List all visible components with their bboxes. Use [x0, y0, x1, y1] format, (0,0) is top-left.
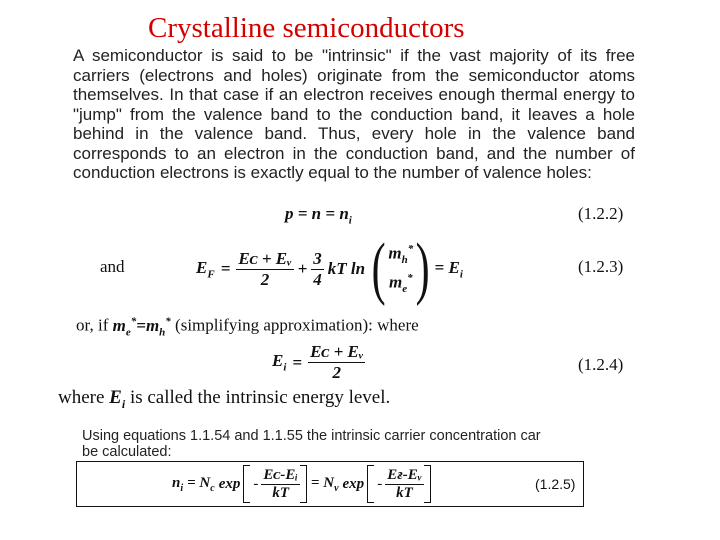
approximation-line: or, if $m_e^*=m_h^*$ (simplifying approximation): where [76, 315, 419, 339]
equation-1-2-4: $E_i$ = $\frac{\text{Eᴄ + Eᵥ}}{2}$ [272, 342, 364, 382]
paragraph-line: conduction electrons is exactly equal to the number of valence holes: [73, 163, 592, 182]
eq124-fraction: $\frac{\text{Eᴄ + Eᵥ}}{2}$ [310, 342, 364, 382]
paragraph-line: corresponds to an electron in the conduction band, and the number of [73, 143, 635, 163]
using-equations-line-2: be calculated: [82, 444, 172, 460]
intro-paragraph [73, 46, 635, 183]
eq123-mass-ratio: $m_h^*$ $m_e^*$ [388, 242, 414, 296]
and-label: and [100, 257, 125, 276]
equation-1-2-2 [285, 204, 352, 226]
eq123-rhs: = $E_i$ [434, 257, 463, 281]
equation-1-2-5: $n_i$ = $N_c$ exp - $\frac{\text{Eᴄ-Eᵢ}}{kT}$ = $N_v$ exp - $\frac{\text{Eғ-Eᵥ}}{kT}$ [172, 463, 431, 505]
paragraph-line: behind in the valence band. Thus, every hole in the valence band [73, 124, 635, 143]
equation-number-1-2-2: (1.2.2) [578, 204, 624, 223]
intrinsic-level-line: where $E_i$ is called the intrinsic energy level. [58, 387, 391, 411]
eq123-coefficient: $\frac{3}{4}$ [313, 248, 322, 289]
paragraph-line: themselves. In that case if an electron receives enough thermal energy to [73, 85, 635, 104]
using-equations-line: Using equations 1.1.54 and 1.1.55 the intrinsic carrier concentration car [82, 428, 541, 444]
eq125-fraction-1: $\frac{\text{Eᴄ-Eᵢ}}{kT}$ [263, 466, 298, 501]
eq123-kt: kT ln [327, 259, 366, 278]
approx-suffix: (simplifying approximation): where [170, 315, 419, 335]
eq122-text: p = n = n [285, 204, 349, 223]
eq125-fraction-2: $\frac{\text{Eғ-Eᵥ}}{kT}$ [387, 466, 422, 501]
paragraph-line: carriers (electrons and holes) originate from the semiconductor atoms [73, 65, 635, 85]
eq123-fraction: $\frac{\text{Eᴄ + Eᵥ}}{2}$ [238, 248, 292, 289]
paragraph-line: A semiconductor is said to be "intrinsic" if the vast majority of its free [73, 46, 635, 65]
approx-prefix: or, if [76, 315, 113, 335]
equation-number-1-2-3: (1.2.3) [578, 257, 624, 276]
eq122-sub: i [348, 214, 352, 227]
equation-1-2-3: $E_F$ = $\frac{\text{Eᴄ + Eᵥ}}{2}$ + $\frac{3}{4}$ kT ln ( $m_h^*$ $m_e^*$ ) = $E_i$ [196, 230, 463, 307]
equation-number-1-2-4: (1.2.4) [578, 355, 624, 374]
slide-title: Crystalline semiconductors [148, 12, 465, 44]
eq123-lhs: $E_F$ [196, 257, 215, 281]
equation-number-1-2-5: (1.2.5) [535, 476, 576, 492]
paragraph-line: "jump" from the valence band to the conduction band, it leaves a hole [73, 104, 635, 124]
